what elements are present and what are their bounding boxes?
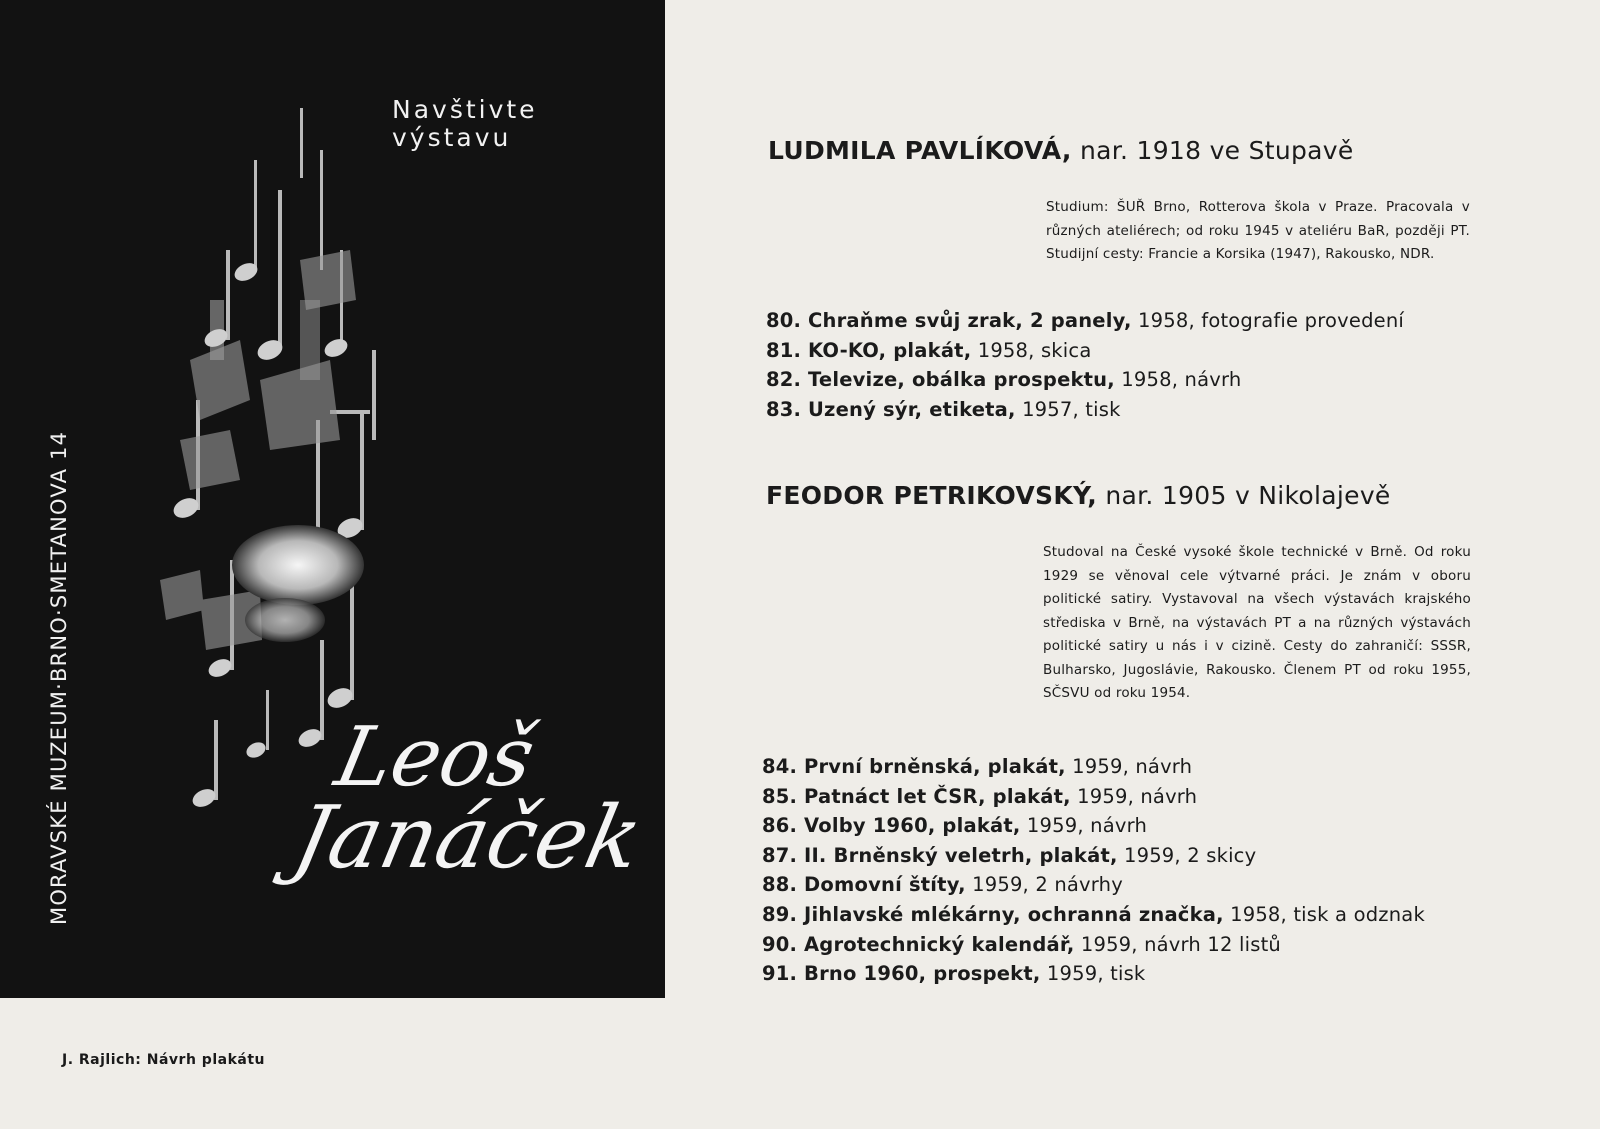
work-title: Televize, obálka prospektu, — [808, 368, 1115, 392]
artist-heading — [766, 481, 1391, 510]
work-detail: 1957, tisk — [1022, 397, 1121, 421]
work-detail: 1958, fotografie provedení — [1138, 309, 1405, 332]
work-title: Volby 1960, plakát, — [804, 814, 1021, 838]
work-detail: 1959, 2 návrhy — [972, 873, 1123, 897]
poster-script-first-name: Leoš — [327, 710, 543, 805]
work-detail: 1959, návrh — [1072, 755, 1193, 778]
work-title: Agrotechnický kalendář, — [804, 932, 1075, 956]
work-number: 82. — [766, 368, 802, 392]
work-detail: 1959, návrh — [1026, 814, 1148, 838]
poster-headline — [392, 96, 538, 152]
artist-name: LUDMILA PAVLÍKOVÁ, — [768, 136, 1072, 165]
poster-side-text: MORAVSKÉ MUZEUM·BRNO·SMETANOVA 14 — [47, 430, 71, 925]
artist-bio: Studium: ŠUŘ Brno, Rotterova škola v Praze. Pracovala v různých ateliérech; od roku 1945 v ateliéru BaR, později PT. Studijní cesty: Francie a Korsika (1947), Rakousko, NDR. — [1046, 199, 1470, 262]
work-detail: 1958, skica — [977, 338, 1092, 362]
list-item — [762, 959, 1425, 989]
work-detail: 1958, návrh — [1121, 368, 1242, 392]
work-number: 84. — [762, 755, 798, 778]
work-number: 89. — [762, 902, 798, 926]
artist-birth: nar. 1918 ve Stupavě — [1079, 136, 1354, 165]
list-item — [762, 900, 1425, 930]
work-number: 88. — [762, 873, 798, 897]
poster-script-last-name: Janáček — [285, 788, 651, 888]
list-item — [766, 395, 1404, 425]
list-item — [766, 336, 1404, 366]
work-detail: 1959, 2 skicy — [1123, 843, 1257, 867]
works-list — [766, 306, 1404, 424]
work-number: 91. — [762, 962, 798, 986]
poster-headline-line: Navštivte — [392, 95, 538, 124]
list-item — [762, 930, 1425, 960]
work-number: 85. — [762, 784, 798, 808]
list-item — [762, 811, 1425, 841]
work-title: KO-KO, plakát, — [808, 338, 972, 362]
work-title: Jihlavské mlékárny, ochranná značka, — [804, 902, 1224, 926]
poster-headline-line: výstavu — [392, 123, 512, 152]
poster-image — [0, 0, 665, 998]
work-title: Uzený sýr, etiketa, — [808, 397, 1016, 421]
work-number: 83. — [766, 397, 802, 421]
work-title: Domovní štíty, — [804, 873, 966, 897]
artist-name: FEODOR PETRIKOVSKÝ, — [766, 481, 1098, 510]
work-detail: 1959, tisk — [1046, 962, 1146, 986]
work-title: Patnáct let ČSR, plakát, — [804, 784, 1071, 808]
work-number: 81. — [766, 338, 802, 362]
image-caption: J. Rajlich: Návrh plakátu — [62, 1052, 265, 1068]
work-number: 87. — [762, 843, 798, 867]
work-title: První brněnská, plakát, — [804, 755, 1066, 778]
work-detail: 1959, návrh 12 listů — [1080, 932, 1281, 956]
list-item — [762, 752, 1425, 782]
work-title: Brno 1960, prospekt, — [804, 962, 1041, 986]
work-number: 90. — [762, 932, 798, 956]
list-item — [762, 782, 1425, 812]
work-title: II. Brněnský veletrh, plakát, — [804, 843, 1118, 867]
work-number: 86. — [762, 814, 798, 838]
work-number: 80. — [766, 309, 802, 332]
artist-heading — [768, 136, 1354, 165]
work-detail: 1958, tisk a odznak — [1230, 902, 1425, 926]
artist-bio: Studoval na České vysoké škole technické v Brně. Od roku 1929 se věnoval cele výtvarné práci. Je znám v oboru politické satiry. Vystavoval na všech výstavách krajského střediska v Brně, na výstavách PT a na různých výstavách politické satiry u nás i v cizině. Cesty do zahraničí: SSSR, Bulharsko, Jugoslávie, Rakousko. Členem PT od roku 1955, SČSVU od roku 1954. — [1043, 544, 1471, 701]
work-title: Chraňme svůj zrak, 2 panely, — [808, 309, 1132, 332]
artist-birth: nar. 1905 v Nikolajevě — [1105, 481, 1391, 510]
list-item — [766, 365, 1404, 395]
list-item — [766, 306, 1404, 336]
work-detail: 1959, návrh — [1077, 784, 1198, 808]
list-item — [762, 870, 1425, 900]
list-item — [762, 841, 1425, 871]
works-list — [762, 752, 1425, 989]
